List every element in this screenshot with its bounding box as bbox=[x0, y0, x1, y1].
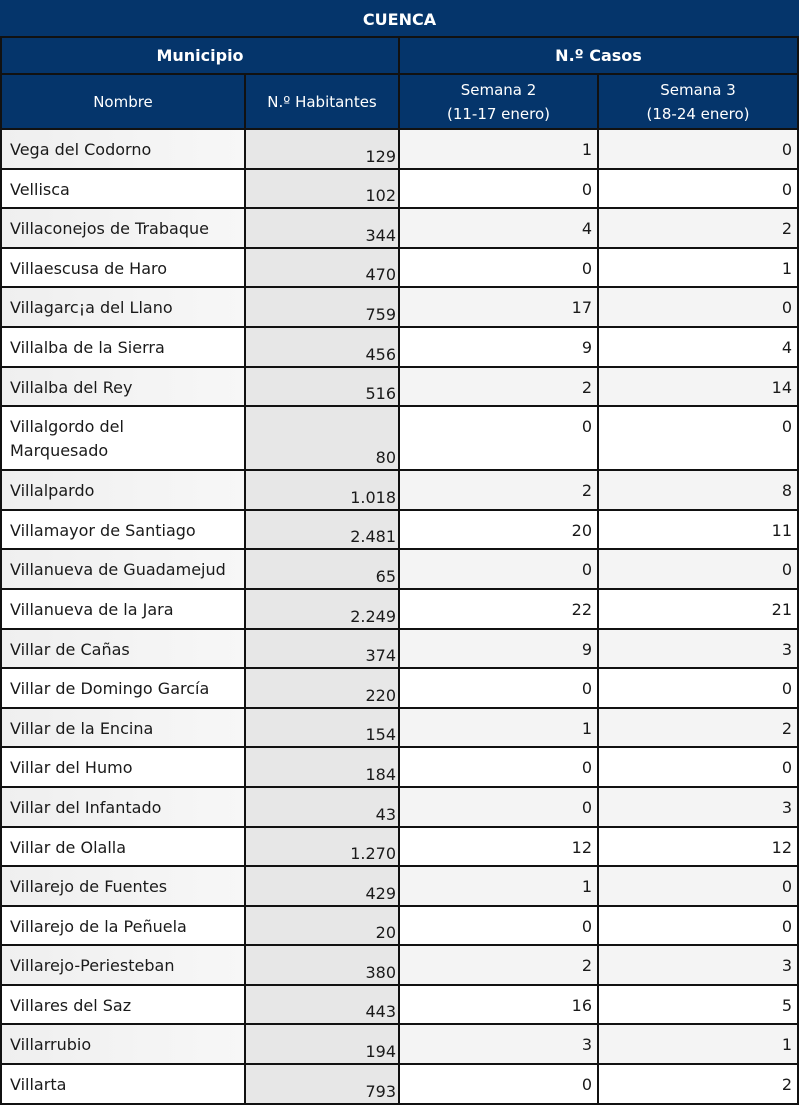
cell-habitantes bbox=[245, 589, 399, 629]
cell-nombre: Villarejo-Periesteban bbox=[1, 945, 245, 985]
cell-nombre: Villalpardo bbox=[1, 470, 245, 510]
cell-nombre: Villares del Saz bbox=[1, 985, 245, 1025]
cell-habitantes-value: 374 bbox=[365, 646, 396, 666]
cell-semana3: 3 bbox=[598, 945, 798, 985]
cell-nombre: Villanueva de la Jara bbox=[1, 589, 245, 629]
cell-semana3: 4 bbox=[598, 327, 798, 367]
cell-habitantes bbox=[245, 208, 399, 248]
table-body bbox=[1, 129, 798, 1104]
semana2-label: Semana 2 bbox=[460, 80, 537, 99]
cell-nombre: Villarrubio bbox=[1, 1024, 245, 1064]
cell-semana2: 1 bbox=[399, 129, 598, 169]
cell-semana3: 11 bbox=[598, 510, 798, 550]
cell-habitantes-value: 220 bbox=[365, 685, 396, 705]
table-row bbox=[1, 589, 798, 629]
table-row bbox=[1, 827, 798, 867]
cell-semana2: 4 bbox=[399, 208, 598, 248]
column-header-semana3 bbox=[598, 74, 798, 129]
table-row bbox=[1, 287, 798, 327]
cell-nombre: Villagarc¡a del Llano bbox=[1, 287, 245, 327]
cell-semana2: 0 bbox=[399, 747, 598, 787]
cell-semana2: 0 bbox=[399, 668, 598, 708]
cell-semana2: 0 bbox=[399, 1064, 598, 1104]
cell-habitantes bbox=[245, 945, 399, 985]
cell-habitantes-value: 184 bbox=[365, 764, 396, 784]
table-row bbox=[1, 1024, 798, 1064]
cell-nombre: Villar de Domingo García bbox=[1, 668, 245, 708]
cell-nombre: Villanueva de Guadamejud bbox=[1, 549, 245, 589]
table-title: CUENCA bbox=[1, 1, 798, 37]
cell-semana3: 14 bbox=[598, 367, 798, 407]
cell-semana2: 3 bbox=[399, 1024, 598, 1064]
table-row bbox=[1, 629, 798, 669]
table-row bbox=[1, 169, 798, 209]
cell-semana3: 0 bbox=[598, 866, 798, 906]
cell-semana3: 3 bbox=[598, 787, 798, 827]
cell-habitantes-value: 43 bbox=[375, 804, 396, 824]
cell-nombre: Villar del Infantado bbox=[1, 787, 245, 827]
table-row bbox=[1, 787, 798, 827]
cell-habitantes bbox=[245, 367, 399, 407]
cell-habitantes bbox=[245, 549, 399, 589]
cell-nombre: Villar de Cañas bbox=[1, 629, 245, 669]
cell-semana2: 0 bbox=[399, 906, 598, 946]
table-row bbox=[1, 866, 798, 906]
table-row bbox=[1, 129, 798, 169]
table-row bbox=[1, 906, 798, 946]
cell-semana3: 0 bbox=[598, 287, 798, 327]
cell-nombre: Villaconejos de Trabaque bbox=[1, 208, 245, 248]
cell-nombre: Villalba del Rey bbox=[1, 367, 245, 407]
cell-nombre: Villarejo de la Peñuela bbox=[1, 906, 245, 946]
cell-semana2: 22 bbox=[399, 589, 598, 629]
cell-nombre: Villar de la Encina bbox=[1, 708, 245, 748]
table-row bbox=[1, 1064, 798, 1104]
cell-semana3: 0 bbox=[598, 906, 798, 946]
cell-nombre: Vega del Codorno bbox=[1, 129, 245, 169]
cell-semana3: 5 bbox=[598, 985, 798, 1025]
cell-habitantes-value: 2.481 bbox=[350, 527, 396, 547]
cell-semana2: 1 bbox=[399, 866, 598, 906]
column-header-habitantes: N.º Habitantes bbox=[245, 74, 399, 129]
cell-habitantes-value: 154 bbox=[365, 725, 396, 745]
cell-semana3: 0 bbox=[598, 129, 798, 169]
cell-nombre: Vellisca bbox=[1, 169, 245, 209]
cell-habitantes-value: 129 bbox=[365, 146, 396, 166]
cell-habitantes bbox=[245, 668, 399, 708]
cell-semana3: 0 bbox=[598, 169, 798, 209]
cell-habitantes bbox=[245, 985, 399, 1025]
cell-habitantes bbox=[245, 1024, 399, 1064]
cell-semana2: 2 bbox=[399, 367, 598, 407]
cell-semana2: 20 bbox=[399, 510, 598, 550]
cell-semana2: 2 bbox=[399, 470, 598, 510]
group-header-municipio: Municipio bbox=[1, 37, 399, 74]
table-row bbox=[1, 470, 798, 510]
cell-semana3: 3 bbox=[598, 629, 798, 669]
table-row bbox=[1, 327, 798, 367]
cell-habitantes-value: 759 bbox=[365, 304, 396, 324]
cell-habitantes bbox=[245, 747, 399, 787]
cell-habitantes bbox=[245, 248, 399, 288]
cell-habitantes-value: 194 bbox=[365, 1042, 396, 1062]
cell-semana3: 8 bbox=[598, 470, 798, 510]
cell-nombre: Villalba de la Sierra bbox=[1, 327, 245, 367]
cell-semana2: 0 bbox=[399, 169, 598, 209]
cell-nombre: Villaescusa de Haro bbox=[1, 248, 245, 288]
cell-semana3: 2 bbox=[598, 708, 798, 748]
cell-semana3: 0 bbox=[598, 747, 798, 787]
cell-habitantes bbox=[245, 169, 399, 209]
cell-habitantes-value: 65 bbox=[375, 566, 396, 586]
cell-semana3: 2 bbox=[598, 208, 798, 248]
cell-nombre: Villar del Humo bbox=[1, 747, 245, 787]
table-row bbox=[1, 985, 798, 1025]
cell-semana2: 0 bbox=[399, 549, 598, 589]
cell-habitantes-value: 344 bbox=[365, 225, 396, 245]
cell-habitantes-value: 516 bbox=[365, 384, 396, 404]
cell-habitantes-value: 443 bbox=[365, 1002, 396, 1022]
table-row bbox=[1, 747, 798, 787]
cell-habitantes bbox=[245, 406, 399, 470]
cell-nombre: Villamayor de Santiago bbox=[1, 510, 245, 550]
cell-habitantes bbox=[245, 906, 399, 946]
table-row bbox=[1, 367, 798, 407]
table-row bbox=[1, 208, 798, 248]
semana3-dates: (18-24 enero) bbox=[646, 104, 750, 123]
cell-habitantes-value: 2.249 bbox=[350, 606, 396, 626]
cell-semana3: 0 bbox=[598, 406, 798, 470]
cell-habitantes bbox=[245, 1064, 399, 1104]
group-header-casos: N.º Casos bbox=[399, 37, 798, 74]
cell-habitantes-value: 380 bbox=[365, 962, 396, 982]
cell-habitantes-value: 470 bbox=[365, 265, 396, 285]
cell-habitantes bbox=[245, 510, 399, 550]
semana2-dates: (11-17 enero) bbox=[446, 104, 551, 123]
table-row bbox=[1, 945, 798, 985]
cell-habitantes bbox=[245, 708, 399, 748]
cell-semana2: 9 bbox=[399, 629, 598, 669]
cell-semana3: 2 bbox=[598, 1064, 798, 1104]
cell-nombre: Villar de Olalla bbox=[1, 827, 245, 867]
cell-habitantes bbox=[245, 866, 399, 906]
table-row bbox=[1, 668, 798, 708]
table-row bbox=[1, 248, 798, 288]
cell-habitantes-value: 456 bbox=[365, 344, 396, 364]
cell-habitantes-value: 1.018 bbox=[350, 487, 396, 507]
column-header-nombre: Nombre bbox=[1, 74, 245, 129]
column-header-semana2 bbox=[399, 74, 598, 129]
cell-nombre: Villarta bbox=[1, 1064, 245, 1104]
cell-semana3: 0 bbox=[598, 549, 798, 589]
cell-semana2: 0 bbox=[399, 787, 598, 827]
cell-semana3: 1 bbox=[598, 1024, 798, 1064]
cell-habitantes bbox=[245, 287, 399, 327]
cell-semana3: 12 bbox=[598, 827, 798, 867]
cell-habitantes bbox=[245, 787, 399, 827]
cell-habitantes bbox=[245, 629, 399, 669]
cell-semana2: 1 bbox=[399, 708, 598, 748]
table-row bbox=[1, 510, 798, 550]
cell-habitantes bbox=[245, 827, 399, 867]
cell-semana3: 1 bbox=[598, 248, 798, 288]
table-row bbox=[1, 406, 798, 470]
cell-habitantes-value: 102 bbox=[365, 186, 396, 206]
cell-habitantes bbox=[245, 129, 399, 169]
cell-semana2: 12 bbox=[399, 827, 598, 867]
cell-habitantes-value: 1.270 bbox=[350, 844, 396, 864]
cell-semana2: 17 bbox=[399, 287, 598, 327]
cell-semana2: 2 bbox=[399, 945, 598, 985]
cell-nombre: Villalgordo del Marquesado bbox=[1, 406, 245, 470]
cell-habitantes bbox=[245, 470, 399, 510]
cell-habitantes-value: 793 bbox=[365, 1081, 396, 1101]
cell-habitantes bbox=[245, 327, 399, 367]
table-row bbox=[1, 549, 798, 589]
cell-habitantes-value: 20 bbox=[375, 923, 396, 943]
cell-semana3: 0 bbox=[598, 668, 798, 708]
cell-semana2: 0 bbox=[399, 248, 598, 288]
cell-semana2: 0 bbox=[399, 406, 598, 470]
cell-nombre: Villarejo de Fuentes bbox=[1, 866, 245, 906]
cell-habitantes-value: 429 bbox=[365, 883, 396, 903]
cell-habitantes-value: 80 bbox=[375, 448, 396, 468]
table-row bbox=[1, 708, 798, 748]
cell-semana2: 9 bbox=[399, 327, 598, 367]
semana3-label: Semana 3 bbox=[660, 80, 736, 99]
cell-semana3: 21 bbox=[598, 589, 798, 629]
cell-semana2: 16 bbox=[399, 985, 598, 1025]
